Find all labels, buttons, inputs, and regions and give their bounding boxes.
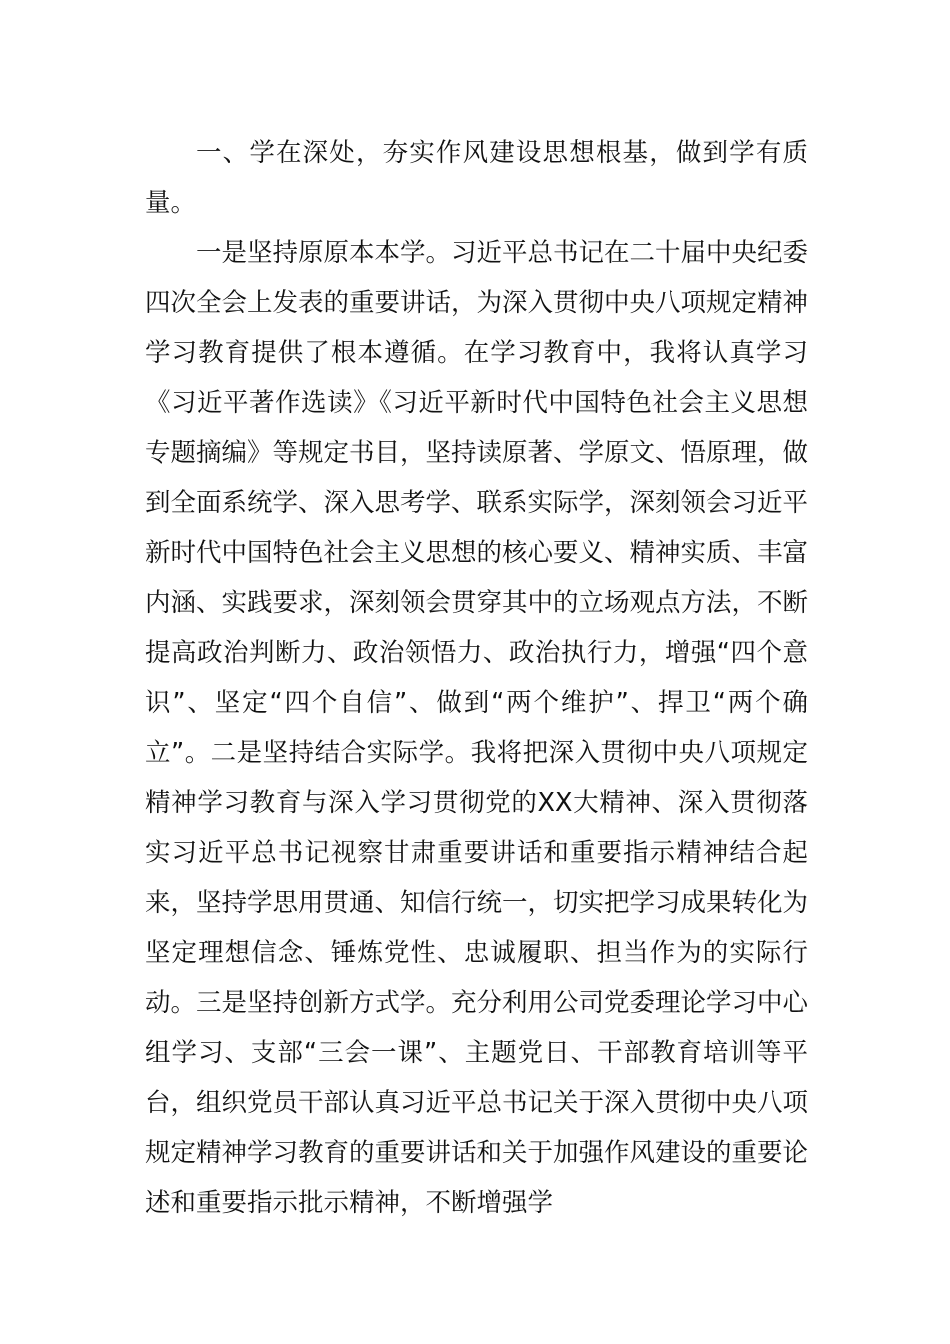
body-paragraph: 一是坚持原原本本学。习近平总书记在二十届中央纪委四次全会上发表的重要讲话，为深入贯彻中央八项规定精神学习教育提供了根本遵循。在学习教育中，我将认真学习《习近平著作选读》《习近平新时代中国特色社会主义思想专题摘编》等规定书目，坚持读原著、学原文、悟原理，做到全面系统学、深入思考学、联系实际学，深刻领会习近平新时代中国特色社会主义思想的核心要义、精神实质、丰富内涵、实践要求，深刻领会贯穿其中的立场观点方法，不断提高政治判断力、政治领悟力、政治执行力，增强“四个意识”、坚定“四个自信”、做到“两个维护”、捍卫“两个确立”。二是坚持结合实际学。我将把深入贯彻中央八项规定精神学习教育与深入学习贯彻党的XX大精神、深入贯彻落实习近平总书记视察甘肃重要讲话和重要指示精神结合起来，坚持学思用贯通、知信行统一，切实把学习成果转化为坚定理想信念、锤炼党性、忠诚履职、担当作为的实际行动。三是坚持创新方式学。充分利用公司党委理论学习中心组学习、支部“三会一课”、主题党日、干部教育培训等平台，组织党员干部认真习近平总书记关于深入贯彻中央八项规定精神学习教育的重要讲话和关于加强作风建设的重要论述和重要指示批示精神，不断增强学: [145, 238, 809, 1218]
document-body: [145, 128, 808, 1228]
section-heading-paragraph: 一、学在深处，夯实作风建设思想根基，做到学有质量。: [145, 138, 808, 218]
